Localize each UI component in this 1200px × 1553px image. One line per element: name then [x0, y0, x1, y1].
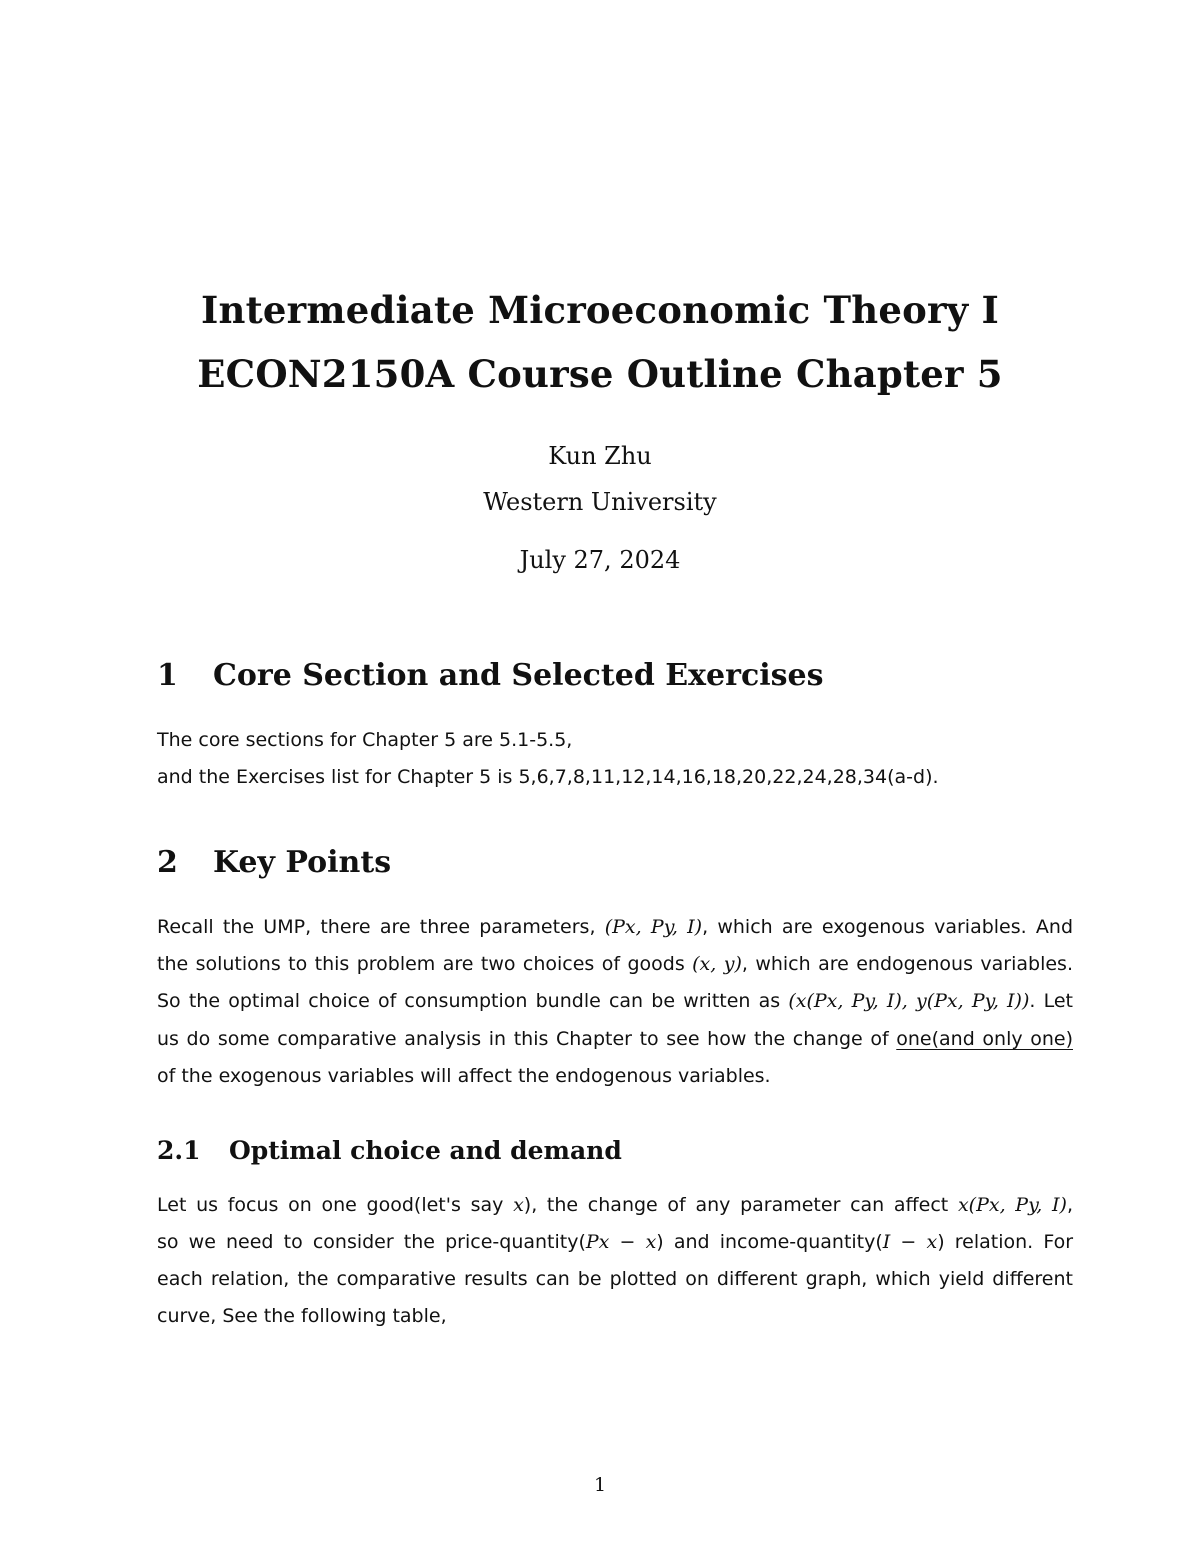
section-2-paragraph-line-4 [157, 1027, 1073, 1051]
document-title-line-1: Intermediate Microeconomic Theory I [201, 288, 999, 332]
subsection-2-1-line-3: each relation, the comparative results can be plotted on different graph, which yield different [157, 1268, 1073, 1290]
s21-l2-text-b: ) and income-quantity( [656, 1231, 883, 1253]
p1-l1-text-b: , which are exogenous variables. And [702, 916, 1074, 938]
p1-l1-text-a: Recall the UMP, there are three parameters, [157, 916, 605, 938]
author-name: Kun Zhu [548, 442, 652, 470]
section-2-paragraph-line-2 [157, 952, 1073, 976]
s21-l1-text-c: , [1066, 1194, 1074, 1216]
p1-l3-math: (x(Px, Py, I), y(Px, Py, I)) [788, 990, 1030, 1012]
s21-l2-math-2: I − x [882, 1231, 938, 1253]
p1-l1-math: (Px, Py, I) [604, 916, 703, 938]
section-1-line-2: and the Exercises list for Chapter 5 is 5,6,7,8,11,12,14,16,18,20,22,24,28,34(a-d). [157, 766, 939, 788]
section-1-line-1: The core sections for Chapter 5 are 5.1-5.5, [157, 729, 573, 751]
p1-l2-text-b: , which are endogenous variables. [741, 953, 1073, 975]
section-2-paragraph-line-5: of the exogenous variables will affect the endogenous variables. [157, 1065, 771, 1087]
subsection-2-1-line-1 [157, 1193, 1073, 1217]
p1-l2-text-a: the solutions to this problem are two choices of goods [157, 953, 693, 975]
s21-l1-math-2: x(Px, Py, I) [957, 1194, 1067, 1216]
subsection-2-1-line-4: curve, See the following table, [157, 1305, 447, 1327]
s21-l1-text-a: Let us focus on one good(let's say [157, 1194, 514, 1216]
p1-l3-text-a: So the optimal choice of consumption bundle can be written as [157, 990, 789, 1012]
author-affiliation: Western University [483, 488, 717, 516]
subsection-2-1-title: Optimal choice and demand [229, 1136, 622, 1165]
p1-l2-math: (x, y) [692, 953, 742, 975]
p1-l4-text-a: us do some comparative analysis in this Chapter to see how the change of [157, 1028, 897, 1050]
section-1-title: Core Section and Selected Exercises [213, 658, 824, 693]
s21-l2-text-a: so we need to consider the price-quantity( [157, 1231, 586, 1253]
s21-l1-math-1: x [513, 1194, 524, 1216]
document-date: July 27, 2024 [519, 546, 681, 574]
section-2-number: 2 [157, 845, 178, 880]
section-2-paragraph-line-3 [157, 989, 1073, 1013]
section-2-heading [157, 845, 391, 880]
subsection-2-1-heading [157, 1136, 622, 1165]
section-2-paragraph-line-1 [157, 915, 1073, 939]
document-title-line-2: ECON2150A Course Outline Chapter 5 [197, 352, 1003, 396]
p1-l4-underlined-text: one(and only one) [896, 1028, 1073, 1050]
s21-l2-math-1: Px − x [585, 1231, 657, 1253]
subsection-2-1-number: 2.1 [157, 1136, 201, 1165]
subsection-2-1-line-2 [157, 1230, 1073, 1254]
s21-l2-text-c: ) relation. For [937, 1231, 1074, 1253]
section-1-heading [157, 658, 823, 693]
s21-l1-text-b: ), the change of any parameter can affect [523, 1194, 958, 1216]
p1-l3-text-b: . Let [1029, 990, 1073, 1012]
section-2-title: Key Points [213, 845, 392, 880]
section-1-number: 1 [157, 658, 178, 693]
page-number: 1 [593, 1474, 607, 1496]
